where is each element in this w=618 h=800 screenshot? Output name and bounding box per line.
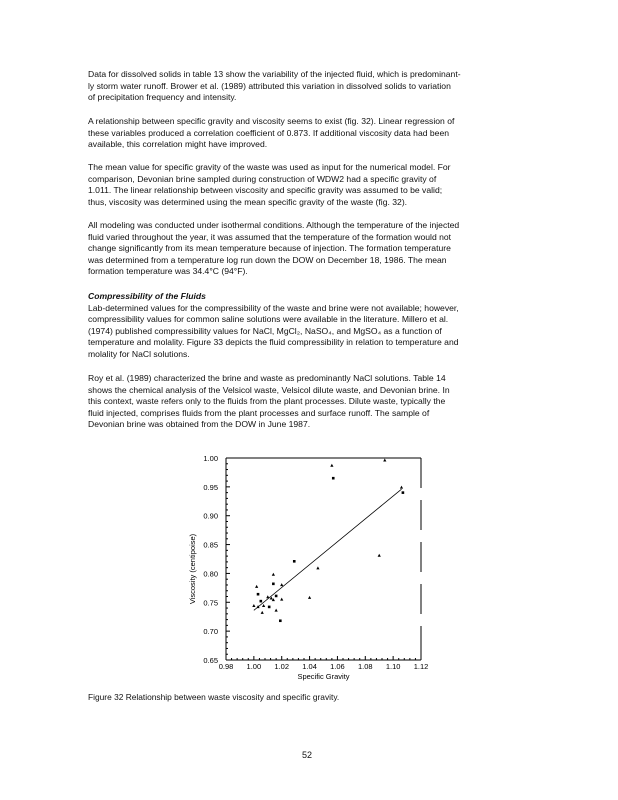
page-number: 52 bbox=[302, 750, 313, 760]
text-line: of precipitation frequency and intensity. bbox=[88, 92, 237, 103]
x-tick-label: 1.06 bbox=[330, 662, 345, 671]
y-tick-label: 0.75 bbox=[203, 598, 218, 608]
text-line: this context, waste refers only to the fluids from the plant processes. Dilute waste, typically the bbox=[88, 396, 446, 407]
figure-caption: Figure 32 Relationship between waste viscosity and specific gravity. bbox=[88, 692, 340, 702]
text-line: The mean value for specific gravity of the waste was used as input for the numerical model. For bbox=[88, 162, 451, 172]
text-line: molality for NaCl solutions. bbox=[88, 348, 190, 359]
data-point bbox=[275, 595, 278, 598]
text-line: change significantly from its mean temperature because of injection. The formation temperature bbox=[88, 243, 451, 254]
text-line: Data for dissolved solids in table 13 show the variability of the injected fluid, which is predominant- bbox=[88, 69, 461, 79]
text-line: A relationship between specific gravity and viscosity seems to exist (fig. 32). Linear regression of bbox=[88, 116, 455, 126]
text-line: thus, viscosity was determined using the mean specific gravity of the waste (fig. 32). bbox=[88, 196, 408, 207]
text-line: All modeling was conducted under isothermal conditions. Although the temperature of the injected bbox=[88, 220, 460, 230]
text-line: available, this correlation might have improved. bbox=[88, 139, 268, 150]
text-line: formation temperature was 34.4°C (94°F). bbox=[88, 266, 248, 277]
x-tick-label: 1.08 bbox=[357, 662, 373, 671]
x-axis-label: Specific Gravity bbox=[297, 672, 350, 681]
x-tick-label: 1.04 bbox=[302, 662, 317, 671]
y-tick-label: 0.70 bbox=[203, 627, 218, 637]
data-point bbox=[280, 598, 283, 601]
data-point bbox=[261, 611, 264, 614]
data-point bbox=[268, 606, 271, 609]
y-axis-label: Viscosity (centipoise) bbox=[188, 533, 197, 605]
text-line: ly storm water runoff. Brower et al. (1989) attributed this variation in dissolved solids to variation bbox=[88, 80, 451, 91]
data-point bbox=[332, 477, 335, 480]
data-point bbox=[266, 595, 269, 598]
section-heading: Compressibility of the Fluids bbox=[88, 291, 206, 301]
data-point bbox=[308, 596, 311, 599]
text-line: temperature and molality. Figure 33 depicts the fluid compressibility in relation to temperature and bbox=[88, 337, 459, 348]
text-line: fluid varied throughout the year, it was assumed that the temperature of the formation would not bbox=[88, 231, 452, 242]
text-line: these variables produced a correlation coefficient of 0.873. If additional viscosity data had been bbox=[88, 127, 450, 138]
data-point bbox=[272, 573, 275, 576]
data-point bbox=[279, 619, 282, 622]
x-tick-label: 1.00 bbox=[246, 662, 262, 671]
data-point bbox=[402, 491, 405, 494]
data-point bbox=[255, 585, 258, 588]
data-point bbox=[260, 600, 263, 603]
data-point bbox=[280, 583, 283, 586]
y-tick-label: 0.95 bbox=[203, 482, 218, 492]
data-point bbox=[316, 566, 319, 569]
y-tick-label: 0.80 bbox=[203, 569, 218, 579]
x-tick-label: 1.12 bbox=[413, 662, 429, 671]
text-line: Roy et al. (1989) characterized the brine and waste as predominantly NaCl solutions. Table 14 bbox=[88, 373, 446, 383]
text-line: 1.011. The linear relationship between viscosity and specific gravity was assumed to be valid; bbox=[88, 185, 443, 196]
data-point bbox=[272, 583, 275, 586]
x-tick-label: 0.98 bbox=[218, 662, 234, 671]
data-point bbox=[400, 486, 403, 489]
data-point bbox=[293, 560, 296, 563]
text-line: comparison, Devonian brine sampled during construction of WDW2 had a specific gravity of bbox=[88, 173, 437, 184]
data-point bbox=[275, 609, 278, 612]
text-line: Lab-determined values for the compressibility of the waste and brine were not available; however, bbox=[88, 302, 459, 313]
text-line: compressibility values for common saline solutions were available in the literature. Millero et al. bbox=[88, 314, 449, 325]
data-point bbox=[378, 554, 381, 557]
data-point bbox=[252, 604, 255, 607]
text-line: was determined from a temperature log run down the DOW on December 18, 1986. The mean bbox=[88, 254, 447, 265]
y-tick-label: 0.90 bbox=[203, 511, 218, 521]
data-point bbox=[330, 464, 333, 467]
text-line: shows the chemical analysis of the Velsicol waste, Velsicol dilute waste, and Devonian brine. In bbox=[88, 384, 450, 395]
data-point bbox=[383, 459, 386, 462]
y-tick-label: 1.00 bbox=[203, 454, 218, 463]
text-line: Devonian brine was obtained from the DOW in June 1987. bbox=[88, 419, 311, 430]
x-tick-label: 1.02 bbox=[274, 662, 290, 671]
text-line: (1974) published compressibility values for NaCl, MgCl₂, NaSO₄, and MgSO₄ as a function of bbox=[88, 325, 442, 336]
data-point bbox=[262, 604, 265, 607]
y-tick-label: 0.85 bbox=[203, 540, 218, 550]
y-tick-label: 0.65 bbox=[203, 656, 218, 665]
regression-line bbox=[254, 489, 402, 610]
x-tick-label: 1.10 bbox=[385, 662, 401, 671]
data-point bbox=[257, 593, 260, 596]
text-line: fluid injected, comprises fluids from the plant processes and surface runoff. The sample of bbox=[88, 407, 430, 418]
